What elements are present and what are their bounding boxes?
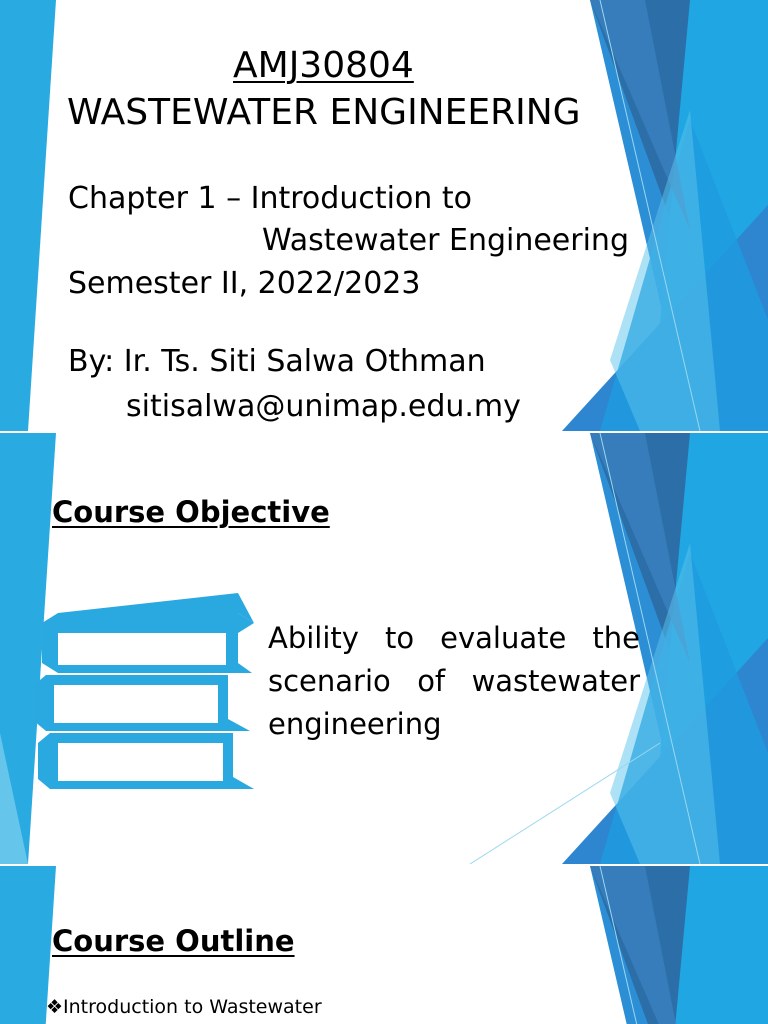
author: By: Ir. Ts. Siti Salwa Othman bbox=[68, 344, 486, 379]
outline-item: ❖Introduction to Wastewater bbox=[46, 996, 322, 1018]
slide-title bbox=[0, 0, 768, 431]
chapter-line-2: Wastewater Engineering bbox=[262, 223, 629, 258]
slide-course-objective bbox=[0, 433, 768, 864]
books-icon bbox=[28, 593, 254, 793]
course-code: AMJ30804 bbox=[233, 45, 414, 86]
objective-text: Ability to evaluate the scenario of wastewater engineering bbox=[268, 621, 640, 741]
slide-course-outline bbox=[0, 866, 768, 1024]
author-email: sitisalwa@unimap.edu.my bbox=[126, 389, 521, 424]
semester: Semester II, 2022/2023 bbox=[68, 266, 421, 301]
course-title: WASTEWATER ENGINEERING bbox=[67, 92, 581, 133]
chapter-line-1: Chapter 1 – Introduction to bbox=[68, 181, 472, 216]
section-heading: Course Objective bbox=[52, 495, 330, 529]
section-heading: Course Outline bbox=[52, 924, 295, 958]
